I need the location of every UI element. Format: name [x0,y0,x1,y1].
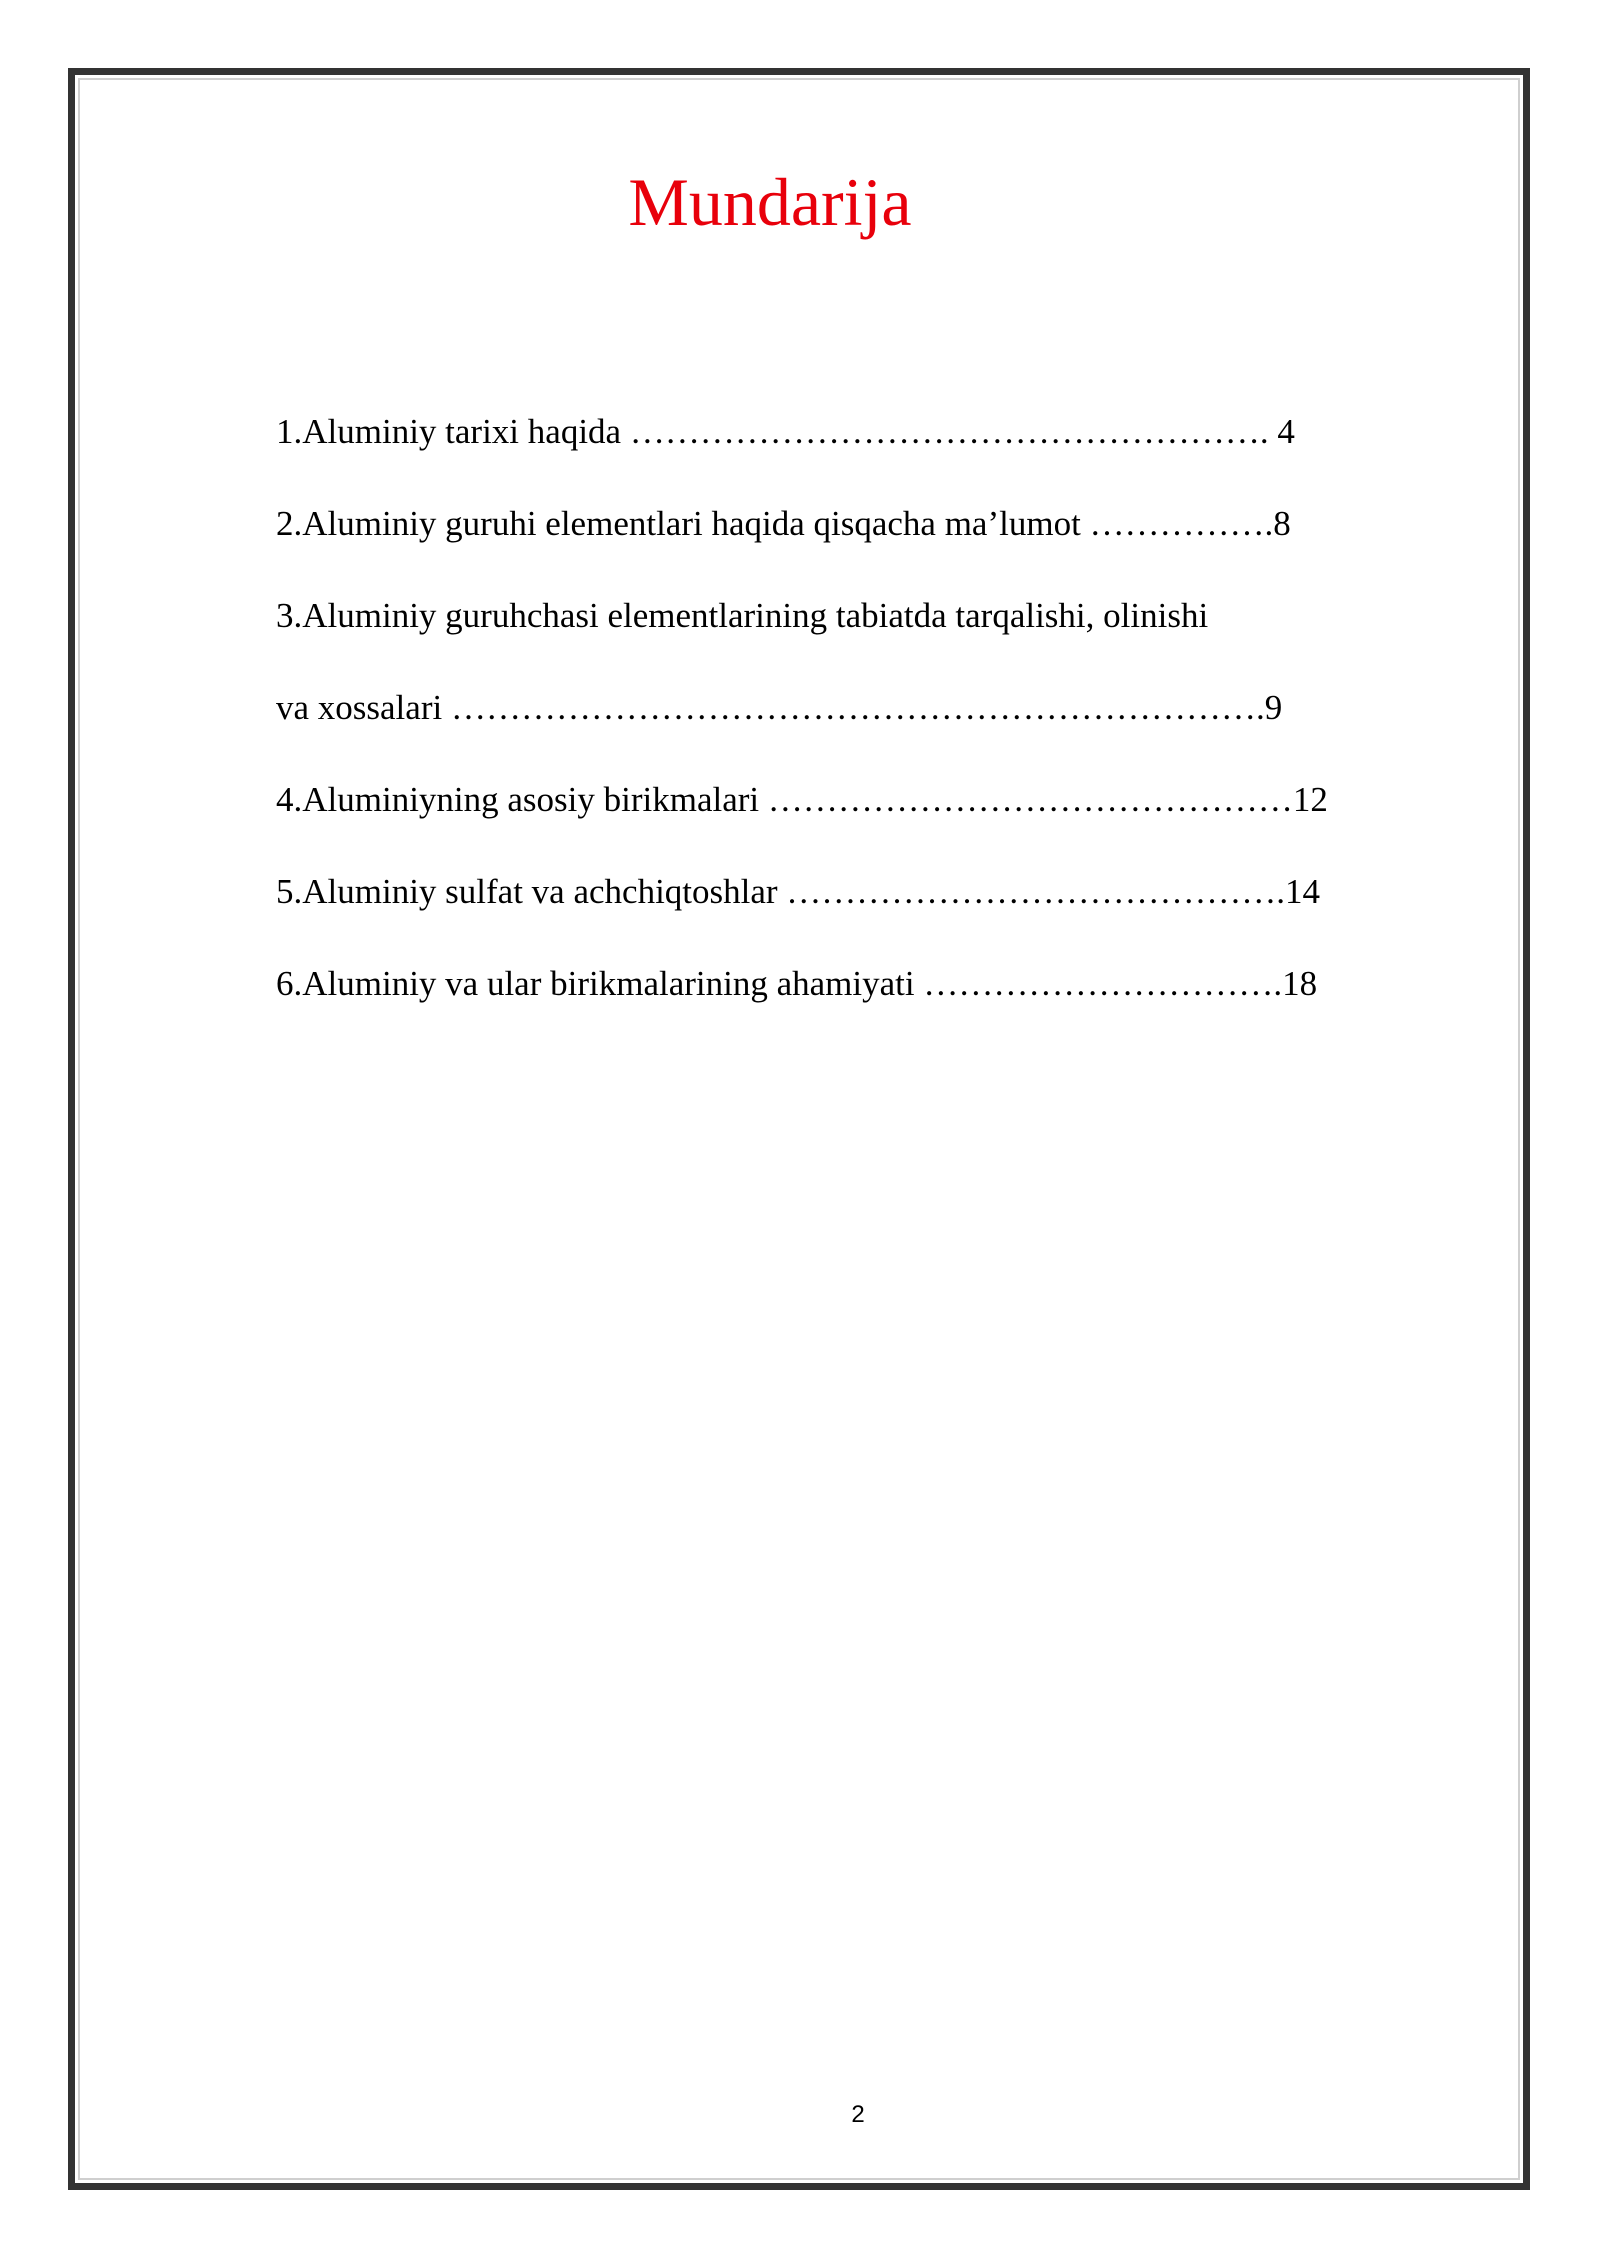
page-border-inner [78,78,1520,2180]
toc-entry-3: 3.Aluminiy guruhchasi elementlarining tabiatda tarqalishi, olinishi [276,596,1209,635]
toc-entry-3-continued: va xossalari …………………………………………………………….9 [276,688,1283,727]
page-title: Mundarija [628,164,912,240]
toc-entry-1: 1.Aluminiy tarixi haqida ………………………………………………. 4 [276,412,1295,451]
toc-entry-6: 6.Aluminiy va ular birikmalarining ahamiyati ………………………….18 [276,964,1318,1003]
page-number: 2 [851,2101,865,2128]
toc-entry-2: 2.Aluminiy guruhi elementlari haqida qisqacha ma’lumot …………….8 [276,504,1291,543]
toc-entry-4: 4.Aluminiyning asosiy birikmalari ………………………………………12 [276,780,1328,819]
table-of-contents [276,400,1416,1044]
toc-entry-5: 5.Aluminiy sulfat va achchiqtoshlar …………………………………….14 [276,872,1321,911]
